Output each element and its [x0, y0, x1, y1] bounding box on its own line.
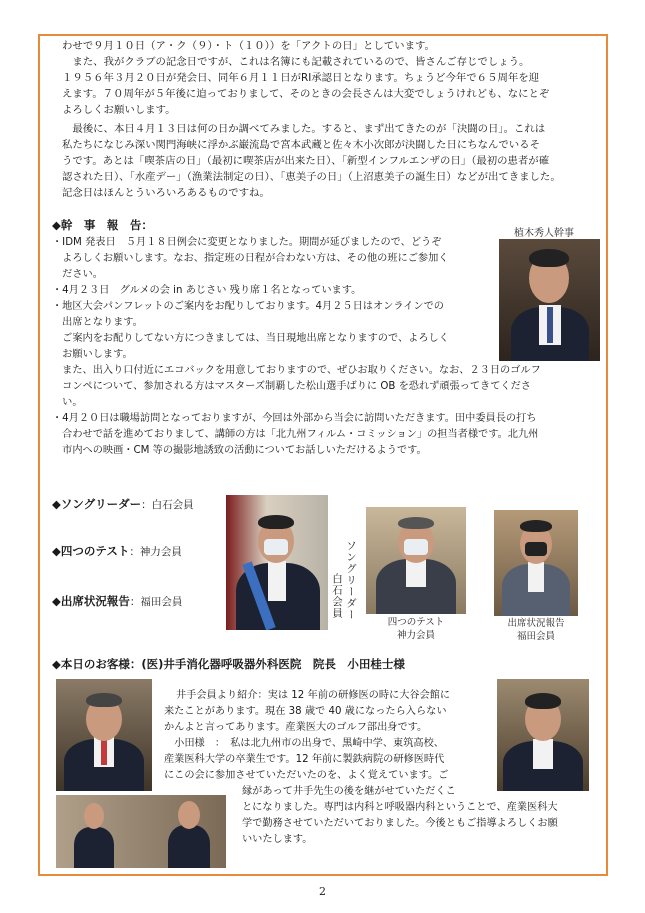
secretary-item-line: また、出入り口付近にエコバックを用意しておりますので、ぜひお取りください。なお、２３日のゴルフ — [52, 365, 541, 376]
role-person: ：白石会員 — [141, 499, 194, 511]
secretary-item-line: ・地区大会パンフレットのご案内をお配りしております。4月２５日はオンラインでの — [52, 301, 444, 312]
attendance-caption-line2: 福田会員 — [516, 631, 555, 642]
secretary-photo — [499, 239, 600, 361]
page-number: 2 — [319, 885, 326, 898]
guest-line: 縁があって井手先生の後を継がせていただくこ — [242, 786, 456, 797]
role-attendance — [52, 590, 182, 609]
secretary-item-line: 市内への映画・CM 等の撮影地誘致の活動についてお話しいただけるようです。 — [52, 445, 427, 456]
role-title: ◆ソングリーダー — [52, 497, 142, 511]
guest-line: いいたします。 — [242, 834, 313, 845]
four-test-caption — [366, 616, 466, 642]
secretary-item-line: 出席となります。 — [52, 317, 143, 328]
guest-line: とになりました。専門は内科と呼吸器内科ということで、産業医科大 — [242, 802, 558, 813]
four-test-caption-line2: 神力会員 — [396, 630, 435, 641]
guest-line: 学で勤務させていただいておりました。今後ともご指導よろしくお願 — [242, 818, 558, 829]
secretary-item-line: 合わせで話を進めておりまして、講師の方は「北九州フィルム・コミッション」の担当者様です。北九州 — [52, 429, 539, 440]
song-leader-photo — [226, 495, 328, 630]
intro-line: うです。あとは「喫茶店の日」（最初に喫茶店が出来た日）、「新型インフルエンザの日」（最初の患者が確 — [62, 155, 550, 167]
guest-line: 小田様 ： 私は北九州市の出身で、黒崎中学、東筑高校、 — [164, 738, 444, 749]
attendance-caption — [486, 617, 586, 643]
guest-photo-3 — [56, 795, 226, 868]
secretary-name-label: 植木秀人幹事 — [514, 228, 574, 239]
role-title: ◆四つのテスト — [52, 544, 130, 558]
secretary-item-line: よろしくお願いします。なお、指定班の日程が合わない方は、その他の班にご参加く — [52, 253, 449, 264]
intro-line: 記念日はほんとういろいろあるものですね。 — [62, 187, 270, 199]
intro-line: １９５６年３月２０日が発会日、同年６月１１日がRI承認日となります。ちょうど今年で６５周年を迎 — [62, 72, 540, 84]
intro-line: わせで９月１０日（ア・ク（９）・ト（１０））を「アクトの日」としています。 — [62, 40, 435, 52]
secretary-item-line: コンペについて、参加される方はマスターズ制覇した松山選手ばりに OB を恐れず頑張ってきてくださ — [52, 381, 531, 392]
secretary-item-line: ・4月２３日 グルメの会 in あじさい 残り席１名となっています。 — [52, 285, 362, 296]
intro-line: 認された日）、「水産デー」（漁業法制定の日）、「恵美子の日」（上沼恵美子の誕生日）などが出てきました。 — [62, 171, 561, 183]
guest-photo-2 — [497, 679, 589, 791]
secretary-item-line: ・4月２０日は職場訪問となっておりますが、今回は外部から当会に訪問いただきます。田中委員長の打ち — [52, 413, 537, 424]
role-title: ◆出席状況報告 — [52, 594, 130, 608]
attendance-caption-line1: 出席状況報告 — [507, 618, 565, 629]
secretary-heading: ◆幹 事 報 告： — [52, 218, 153, 232]
guest-line: 井手会員より紹介：実は 12 年前の研修医の時に大谷会館に — [176, 690, 451, 701]
secretary-item-line: い。 — [52, 397, 83, 408]
secretary-item-line: お願いします。 — [52, 349, 133, 360]
attendance-photo — [494, 510, 578, 616]
song-leader-caption: ソングリーダー — [345, 540, 357, 621]
song-leader-caption-name: 白石会員 — [331, 573, 343, 619]
guest-line: 来たことがあります。現在 38 歳で 40 歳になったら入らない — [164, 706, 447, 717]
guest-photo-1 — [56, 679, 152, 791]
intro-line: 最後に、本日４月１３日は何の日か調べてみました。すると、まず出てきたのが「決闘の日」。これは — [62, 123, 546, 135]
secretary-item-line: ・IDM 発表日 ５月１８日例会に変更となりました。期間が延びましたので、どうぞ — [52, 237, 442, 248]
secretary-item-line: ださい。 — [52, 269, 103, 280]
guest-heading: ◆本日のお客様：(医)井手消化器呼吸器外科医院 院長 小田桂士様 — [52, 657, 405, 671]
secretary-item-line: ご案内をお配りしてない方につきましては、当日現地出席となりますので、よろしく — [52, 333, 449, 344]
guest-line: 産業医科大学の卒業生です。12 年前に製鉄病院の研修医時代 — [164, 754, 445, 765]
intro-line: よろしくお願いします。 — [62, 104, 176, 116]
role-song-leader — [52, 493, 194, 512]
role-person: ：神力会員 — [129, 546, 182, 558]
intro-line: 私たちになじみ深い関門海峡に浮かぶ巌流島で宮本武蔵と佐々木小次郎が決闘した日にちなんでいるそ — [62, 139, 540, 151]
four-test-caption-line1: 四つのテスト — [387, 617, 445, 628]
intro-line: えます。７０周年が５年後に迫っておりまして、そのときの会長さんは大変でしょうけれども、なにとぞ — [62, 88, 550, 100]
guest-line: かんよと言ってあります。産業医大のゴルフ部出身です。 — [164, 722, 428, 733]
role-four-test — [52, 540, 182, 559]
four-test-photo — [366, 507, 466, 614]
guest-line: にこの会に参加させていただいたのを、よく覚えています。ご — [164, 770, 449, 781]
role-person: ：福田会員 — [129, 596, 183, 608]
intro-line: また、我がクラブの記念日ですが、これは名簿にも記載されているので、皆さんご存じでしょう。 — [62, 56, 530, 68]
